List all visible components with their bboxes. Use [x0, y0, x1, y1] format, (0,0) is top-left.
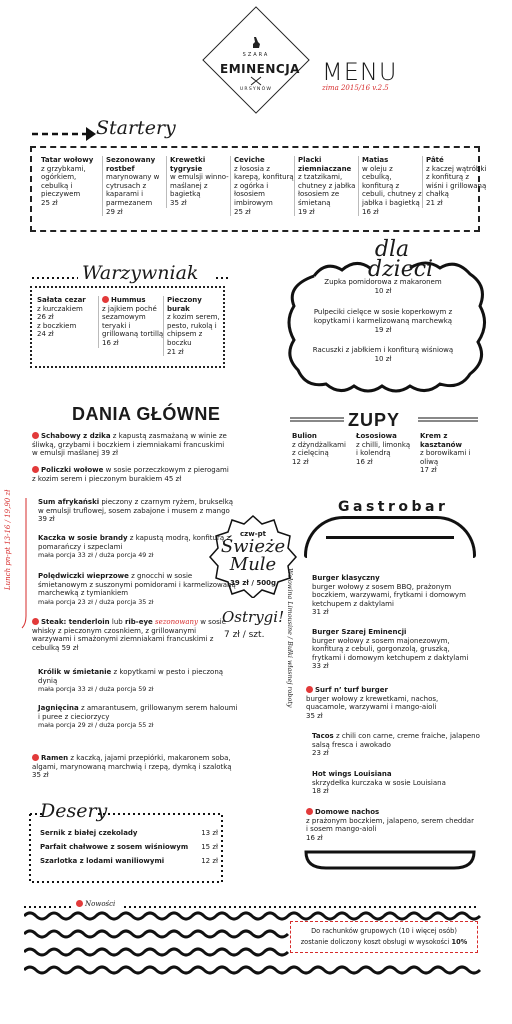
- main-dish-price: 39 zł: [38, 515, 55, 524]
- gastrobar-item-desc: burger wołowy z sosem majonezowym, konfiturą z cebuli, gorgonzolą, gruszką, frytkami i domowym ketchupem z daktylami: [312, 636, 469, 662]
- dessert-name: Sernik z białej czekolady: [40, 829, 138, 837]
- main-dish-name: Jagnięcina: [38, 704, 79, 712]
- kids-item-name: Zupka pomidorowa z makaronem: [324, 278, 442, 286]
- notice-line-2: zostanie doliczony koszt obsługi w wysokości: [300, 938, 450, 946]
- starters-box: [30, 146, 487, 232]
- starter-price: 25 zł: [41, 198, 58, 207]
- gastrobar-item-price: 18 zł: [312, 787, 329, 796]
- starter-desc: marynowany w cytrusach z kaparami i parmezanem: [106, 173, 160, 207]
- main-dish-desc: z kaczką, jajami przepiórki, makaronem soba, algami, marynowaną marchwią i rzepą, dymką i szalotką: [32, 754, 232, 771]
- starter-name: Sezonowany rostbef: [106, 156, 156, 173]
- main-dish-name: Ramen: [41, 754, 69, 762]
- lunch-bracket: [18, 496, 28, 636]
- soup-name: Łososiowa: [356, 432, 397, 440]
- lunch-note: Lunch pn-pt 13-16 / 19,90 zł: [4, 489, 12, 590]
- starter-desc: z łososia z karepą, konfiturą z ogórka i łososiem imbirowym: [234, 164, 294, 207]
- main-dish-name: Policzki wołowe: [41, 466, 104, 474]
- kids-title: dla dzieci: [368, 237, 434, 282]
- kids-item-price: 10 zł: [374, 355, 392, 363]
- soups-title: ZUPY: [348, 410, 401, 430]
- starter-price: 19 zł: [298, 207, 315, 216]
- main-dish-desc: z gnocchi w sosie śmietanowym z suszonymi pomidorami i karmelizowaną marchewką z tymiankiem: [38, 572, 236, 598]
- dashed-arrow-icon: [30, 122, 100, 142]
- starter-desc: z kaczej wątróbki z konfiturą z wiśni i grillowaną chałką: [426, 164, 487, 199]
- starter-item: [422, 156, 488, 208]
- main-dish-name: Polędwiczki wieprzowe: [38, 572, 129, 580]
- gastrobar-item-price: 16 zł: [306, 833, 323, 842]
- gastrobar-item-name: Tacos: [312, 732, 334, 740]
- new-legend-label: Nowości: [85, 900, 116, 908]
- main-dish-desc: w sosie whisky z pieczonym czosnkiem, z grillowanymi warzywami i smażonymi ziemniakami francuskimi z cebulką: [32, 618, 227, 652]
- vege-item-price: 21 zł: [167, 347, 184, 356]
- starter-item: [358, 156, 424, 216]
- main-dish-portions: mała porcja 29 zł / duża porcja 55 zł: [38, 721, 154, 730]
- vege-item-price2: 24 zł: [37, 330, 54, 339]
- starters-title: Startery: [96, 117, 176, 139]
- starter-name: Tatar wołowy: [41, 156, 94, 164]
- notice-percent: 10%: [451, 938, 468, 946]
- soup-name: Bulion: [292, 432, 317, 440]
- main-dish: [32, 754, 232, 780]
- gastrobar-item-price: 33 zł: [312, 662, 329, 671]
- soup-desc: z chilli, limonką i kolendrą: [356, 440, 411, 458]
- new-dot-icon: [306, 808, 313, 815]
- dessert-name: Parfait chałwowe z sosem wiśniowym: [40, 843, 189, 851]
- oysters-title: Ostrygi!: [222, 608, 285, 626]
- desserts-title: Desery: [40, 800, 108, 822]
- starter-name: Placki ziemniaczane: [298, 156, 352, 173]
- main-dish-desc: z kapustą zasmażaną w winie ze śliwką, grzybami i boczkiem i ziemniakami francuskimi w emulsji maślanej: [32, 432, 227, 458]
- burger-patty-line: [326, 536, 454, 539]
- starter-price: 21 zł: [426, 198, 443, 207]
- starter-desc: w oleju z cebulką, konfiturą z cebuli, chutney z jabłka i bagietką: [362, 164, 422, 207]
- gastrobar-item-desc: burger wołowy z krewetkami, nachos, quacamole, warzywami i mango-aioli: [306, 694, 439, 712]
- rabbit-icon: [250, 36, 262, 50]
- gastrobar-title: Gastrobar: [338, 499, 449, 515]
- gastrobar-item-price: 23 zł: [312, 749, 329, 758]
- wave-line: [24, 949, 288, 955]
- gastrobar-item: [312, 574, 480, 617]
- new-dot-icon: [32, 618, 39, 625]
- gastrobar-item: [312, 628, 480, 671]
- starter-price: 29 zł: [106, 207, 123, 216]
- crossed-cutlery-icon: [250, 76, 262, 86]
- vege-item-desc: z kozim serem, pesto, rukolą i chipsem z boczku: [167, 313, 220, 347]
- new-dot-icon: [76, 900, 83, 907]
- kids-item-price: 19 zł: [374, 326, 392, 334]
- main-dish-portions: mała porcja 23 zł / duża porcja 35 zł: [38, 597, 154, 606]
- menu-version: zima 2015/16 v.2.5: [322, 84, 389, 92]
- main-dish-name: Steak: tenderloin: [41, 618, 110, 626]
- brand-location: URSYNÓW: [239, 87, 273, 92]
- vege-item-price: 26 zł: [37, 313, 54, 322]
- vege-item-burak: [163, 296, 225, 356]
- mains-title: DANIA GŁÓWNE: [72, 404, 221, 424]
- gastrobar-item-name: Burger klasyczny: [312, 574, 380, 582]
- vege-title: Warzywniak: [82, 262, 199, 284]
- dessert-name: Szarlotka z lodami waniliowymi: [40, 857, 165, 865]
- vege-box: [30, 286, 225, 368]
- gastrobar-item-desc: burger wołowy z sosem BBQ, prażonym boczkiem, warzywami, frytkami i domowym ketchupem z daktylami: [312, 582, 466, 608]
- starter-price: 16 zł: [362, 207, 379, 216]
- vege-item-name: Sałata cezar: [37, 296, 86, 304]
- wave-line: [24, 931, 288, 937]
- new-dot-icon: [306, 686, 313, 693]
- vege-item-name: Pieczony burak: [167, 296, 202, 313]
- main-dish: [32, 432, 232, 458]
- main-dish-desc: z kapustą modrą, konfiturą z pomarańczy i szpeclami: [38, 534, 231, 551]
- starter-name: Krewetki tygrysie: [170, 156, 206, 173]
- main-dish-or: lub: [111, 618, 123, 626]
- starter-item: [230, 156, 296, 216]
- starter-item: [102, 156, 168, 216]
- gastrobar-item-name: Domowe nachos: [315, 808, 380, 816]
- gastrobar-item-name: Surf n’ turf burger: [315, 686, 388, 694]
- starter-price: 25 zł: [234, 207, 251, 216]
- main-dish: [38, 704, 238, 730]
- dessert-item: [40, 826, 218, 840]
- dessert-price: 15 zł: [201, 843, 218, 851]
- kids-item-name: Racuszki z jabłkiem i konfiturą wiśniową: [312, 346, 454, 354]
- gastrobar-item-price: 35 zł: [306, 711, 323, 720]
- vege-item-price: 16 zł: [102, 338, 119, 347]
- kids-item: [300, 278, 466, 296]
- brand-top: SZARA: [242, 52, 270, 58]
- soup-price: 17 zł: [420, 466, 437, 475]
- soup-price: 12 zł: [292, 457, 309, 466]
- soup-item: [420, 432, 486, 475]
- vege-title-dots: [30, 270, 230, 284]
- main-dish-portions: mała porcja 33 zł / duża porcja 59 zł: [38, 685, 154, 694]
- burger-bottom-bun-icon: [304, 850, 476, 870]
- main-dish-name: Schabowy z dzika: [41, 432, 111, 440]
- main-dish-name-2: rib-eye: [124, 618, 153, 626]
- main-dish-desc: z amarantusem, grillowanym serem haloumi i puree z cieciorzycy: [38, 704, 238, 721]
- vege-item-cezar: [37, 296, 95, 339]
- starter-item: [294, 156, 360, 216]
- main-dish-seasonal: sezonowany: [155, 618, 198, 626]
- soup-desc: z dżyndżalkami z cielęciną: [292, 440, 346, 458]
- gastrobar-item: [306, 686, 474, 720]
- kids-item: [300, 346, 466, 364]
- starter-name: Matias: [362, 156, 389, 164]
- wave-line: [24, 913, 480, 919]
- new-legend: [76, 900, 115, 909]
- gastrobar-item: [306, 808, 474, 842]
- mussels-title-1: Świeże: [220, 536, 286, 557]
- new-dot-icon: [32, 432, 39, 439]
- starter-item: [166, 156, 232, 208]
- dessert-item: [40, 854, 218, 868]
- main-dish-name: Królik w śmietanie: [38, 668, 112, 676]
- soup-item: [356, 432, 414, 466]
- main-dish-desc: w sosie porzeczkowym z pierogami z kozim serem i pieczonym burakiem: [32, 466, 229, 483]
- mussels-title-2: Mule: [229, 554, 277, 575]
- starter-desc: z tzatzikami, chutney z jabłka i łososiem ze śmietaną: [298, 173, 360, 207]
- starter-item: [38, 156, 103, 208]
- wave-line: [24, 967, 480, 973]
- main-dish-name: Sum afrykański: [38, 498, 100, 506]
- gastrobar-item: [312, 770, 480, 796]
- main-dish-name: Kaczka w sosie brandy: [38, 534, 128, 542]
- vege-item-desc: z kurczakiem: [37, 304, 83, 313]
- main-dish-price: 59 zł: [61, 643, 79, 652]
- soup-price: 16 zł: [356, 457, 373, 466]
- dessert-item: [40, 840, 218, 854]
- gastrobar-item-desc: z prażonym boczkiem, jalapeno, serem cheddar i sosem mango-aioli: [306, 816, 474, 834]
- starter-desc: w emulsji winno-maślanej z bagietką: [170, 173, 229, 199]
- dessert-price: 13 zł: [201, 829, 218, 837]
- starter-desc: z grzybkami, ogórkiem, cebulką i pieczywem: [41, 164, 86, 199]
- notice-line-1: Do rachunków grupowych (10 i więcej osób): [311, 927, 457, 935]
- logo-diamond: [202, 6, 309, 113]
- mussels-price: 39 zł / 500g: [230, 579, 276, 587]
- kids-item-name: Pulpeciki cielęce w sosie koperkowym z kopytkami i karmelizowaną marchewką: [313, 308, 453, 325]
- main-dish: [32, 466, 232, 483]
- soup-desc: z borowikami i oliwą: [420, 449, 471, 466]
- main-dish-price: 39 zł: [101, 449, 118, 458]
- vege-item-hummus: [98, 296, 164, 348]
- main-dish-portions: mała porcja 33 zł / duża porcja 49 zł: [38, 551, 154, 560]
- starter-name: Ceviche: [234, 156, 265, 164]
- gastrobar-item-name: Burger Szarej Eminencji: [312, 628, 407, 636]
- new-dot-icon: [102, 296, 109, 303]
- gastrobar-item-name: Hot wings Louisiana: [312, 770, 392, 778]
- new-dot-icon: [32, 754, 39, 761]
- oysters-price: 7 zł / szt.: [224, 630, 265, 640]
- menu-title: MENU: [322, 58, 398, 86]
- main-dish: [38, 668, 238, 694]
- gastrobar-item: [312, 732, 480, 758]
- main-dish-price: 35 zł: [32, 771, 49, 780]
- gastrobar-item-desc: skrzydełka kurczaka w sosie Louisiana: [312, 778, 446, 787]
- gastrobar-side-note: Wołowina Limousine / Bułki własnej roboty: [286, 568, 294, 708]
- starter-name: Pâté: [426, 156, 444, 164]
- mussels-days: czw-pt: [240, 530, 266, 538]
- kids-item: [300, 308, 466, 335]
- brand-name: EMINENCJA: [220, 62, 300, 76]
- soup-item: [292, 432, 350, 466]
- vege-item-desc2: z boczkiem: [37, 321, 77, 330]
- main-dish-desc: pieczony z czarnym ryżem, brukselką w emulsji truflowej, sosem zabajone i musem z mango: [38, 498, 234, 515]
- soup-name: Krem z kasztanów: [420, 432, 462, 449]
- main-dish-desc: z kopytkami w pesto i pieczoną dynią: [38, 668, 224, 685]
- gastrobar-item-price: 31 zł: [312, 608, 329, 617]
- new-dot-icon: [32, 466, 39, 473]
- gastrobar-item-desc: z chili con carne, creme fraiche, jalapeno salsą fresca i awokado: [312, 732, 480, 749]
- dessert-price: 12 zł: [201, 857, 218, 865]
- vege-item-name: Hummus: [111, 296, 146, 304]
- desserts-list: [40, 826, 218, 868]
- service-notice: [290, 921, 478, 953]
- starter-price: 35 zł: [170, 198, 187, 207]
- main-dish-price: 45 zł: [164, 474, 182, 483]
- kids-item-price: 10 zł: [374, 287, 392, 295]
- vege-item-desc: z jajkiem poché sezamowym teryaki i grillowaną tortillą: [102, 304, 164, 339]
- main-dish: [32, 618, 232, 652]
